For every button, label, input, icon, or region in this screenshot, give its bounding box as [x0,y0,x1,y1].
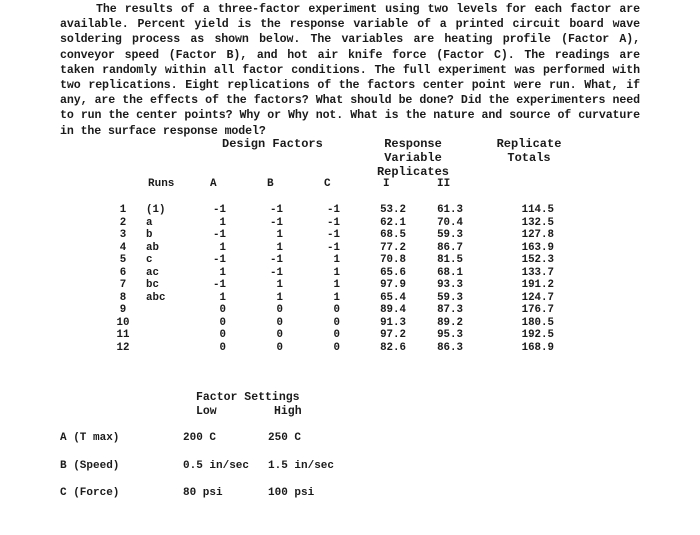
replicate-2-value: 89.2 [437,316,463,329]
row-number: 4 [119,241,127,254]
factor-c-column [312,204,340,354]
factor-b-low: 0.5 in/sec [183,460,250,472]
factor-b-name: B (Speed) [60,460,120,472]
factor-b-value: -1 [270,204,283,216]
replicate-1-value: 97.2 [380,329,406,341]
run-label: a [146,216,153,229]
factor-b-high: 1.5 in/sec [268,460,335,472]
replicate-total-value: 124.7 [521,291,554,304]
col-b-header: B [267,178,274,190]
factor-a-value: -1 [213,229,226,241]
replicate-1-value: 65.4 [380,291,406,304]
replicate-2-value: 86.7 [437,241,463,254]
run-label [146,329,186,342]
factor-a-low: 200 C [183,432,217,444]
row-number: 2 [119,216,127,229]
replicate-2-value: 87.3 [437,304,463,316]
factor-a-value: 0 [219,341,226,354]
row-number: 11 [116,329,130,341]
row-number: 9 [119,304,127,316]
factor-c-value: 1 [333,291,340,304]
run-label [146,342,186,355]
row-number: 12 [116,341,130,354]
factor-b-value: 1 [276,279,283,291]
design-factors-header: Design Factors [222,137,323,151]
replicate-1-value: 82.6 [380,341,406,354]
factor-a-name: A (T max) [60,432,120,444]
factor-settings-title: Factor Settings [196,391,300,404]
replicate-1-value: 62.1 [380,216,406,229]
factor-a-value: 1 [219,241,226,254]
run-label: c [146,254,153,266]
factor-b-value: 0 [276,316,283,329]
replicate-2-value: 93.3 [437,279,463,291]
row-number: 8 [119,291,127,304]
replicate-label: Replicate [496,137,562,151]
replicate-1-value: 91.3 [380,316,406,329]
row-number: 3 [119,229,127,241]
factor-a-value: 0 [219,304,226,316]
replicate-2-value: 95.3 [437,329,463,341]
replicate-1-value: 89.4 [380,304,406,316]
factor-c-value: 0 [333,329,340,341]
replicate-2-value: 70.4 [437,216,463,229]
factor-b-value: 1 [276,229,283,241]
replicate-2-value: 59.3 [437,291,463,304]
col-c-header: C [324,178,331,190]
factor-b-value: 0 [276,329,283,341]
factor-c-value: 1 [333,254,340,266]
replicate-2-value: 81.5 [437,254,463,266]
problem-statement: The results of a three-factor experiment using two levels for each factor are available. Percent yield is the response variable of a printed circuit board wave soldering process as shown below. The variables are heating profile (Factor A), conveyor speed (Factor B), and hot air knife force (Factor C). The readings are taken randomly within all factor conditions. The full experiment was performed with two replications. Eight replications of the factors center point were run. What, if any, are the effects of the factors? What should be done? Did the experimenters need to run the center points? Why or Why not. What is the nature and source of curvature in the surface response model? [60,3,640,138]
factor-a-value: 0 [219,329,226,341]
factor-c-high: 100 psi [268,487,315,499]
response-variable-header [352,137,474,179]
run-label: ab [146,241,159,254]
factor-c-value: -1 [327,216,340,229]
runs-header: Runs [148,178,175,190]
replicate-1-value: 77.2 [380,241,406,254]
replicate-1-value: 97.9 [380,279,406,291]
replicate-total-value: 114.5 [521,204,554,216]
high-label: High [274,405,302,418]
factor-a-value: -1 [213,204,226,216]
low-label: Low [196,405,217,418]
row-number: 1 [119,204,127,216]
replicate-2-value: 68.1 [437,266,463,279]
factor-a-value: 0 [219,316,226,329]
replicate-total-value: 152.3 [521,254,554,266]
row-number: 6 [119,266,127,279]
factor-c-value: -1 [327,229,340,241]
replicate-total-value: 192.5 [521,329,554,341]
factor-c-low: 80 psi [183,487,223,499]
run-label: (1) [146,204,166,216]
row-number-column [112,204,134,354]
replicate-2-value: 61.3 [437,204,463,216]
factor-b-column [255,204,283,354]
row-number: 10 [116,316,130,329]
run-label: abc [146,291,166,304]
run-label: ac [146,266,159,279]
row-number: 7 [119,279,127,291]
replicate-total-value: 163.9 [521,241,554,254]
replicate-total-value: 180.5 [521,316,554,329]
replicate-total-value: 127.8 [521,229,554,241]
factor-a-value: 1 [219,266,226,279]
factor-a-value: 1 [219,216,226,229]
replicate-1-column [362,204,406,354]
replicate-total-value: 168.9 [521,341,554,354]
run-label [146,304,186,317]
factor-b-value: 0 [276,341,283,354]
factor-c-value: -1 [327,241,340,254]
replicate-total-value: 132.5 [521,216,554,229]
replicates-label: Replicates [376,165,449,179]
replicate-totals-column [504,204,554,354]
factor-c-value: 0 [333,304,340,316]
replicate-1-value: 68.5 [380,229,406,241]
run-label-column [146,204,186,354]
factor-c-value: 1 [333,266,340,279]
factor-a-column [198,204,226,354]
factor-b-value: 0 [276,304,283,316]
replicate-total-value: 176.7 [521,304,554,316]
replicate-2-value: 86.3 [437,341,463,354]
run-label: bc [146,279,159,291]
col-a-header: A [210,178,217,190]
rep2-header: II [437,178,451,190]
replicate-total-value: 133.7 [521,266,554,279]
factor-a-value: -1 [213,254,226,266]
factor-c-value: -1 [327,204,340,216]
factor-c-value: 0 [333,316,340,329]
replicate-2-value: 59.3 [437,229,463,241]
factor-b-value: -1 [270,216,283,229]
run-label [146,317,186,330]
replicate-1-value: 53.2 [380,204,406,216]
factor-b-value: -1 [270,254,283,266]
totals-label: Totals [507,151,551,165]
response-variable-label: Response Variable [384,137,442,165]
run-label: b [146,229,153,241]
factor-a-value: -1 [213,279,226,291]
replicate-2-column [419,204,463,354]
replicate-totals-header [494,137,564,165]
factor-a-high: 250 C [268,432,302,444]
factor-c-value: 1 [333,279,340,291]
row-number: 5 [119,254,127,266]
factor-a-value: 1 [219,291,226,304]
factor-b-value: 1 [276,241,283,254]
replicate-1-value: 70.8 [380,254,406,266]
factor-b-value: -1 [270,266,283,279]
replicate-1-value: 65.6 [380,266,406,279]
factor-c-name: C (Force) [60,487,120,499]
factor-c-value: 0 [333,341,340,354]
factor-b-value: 1 [276,291,283,304]
rep1-header: I [383,178,390,190]
replicate-total-value: 191.2 [521,279,554,291]
